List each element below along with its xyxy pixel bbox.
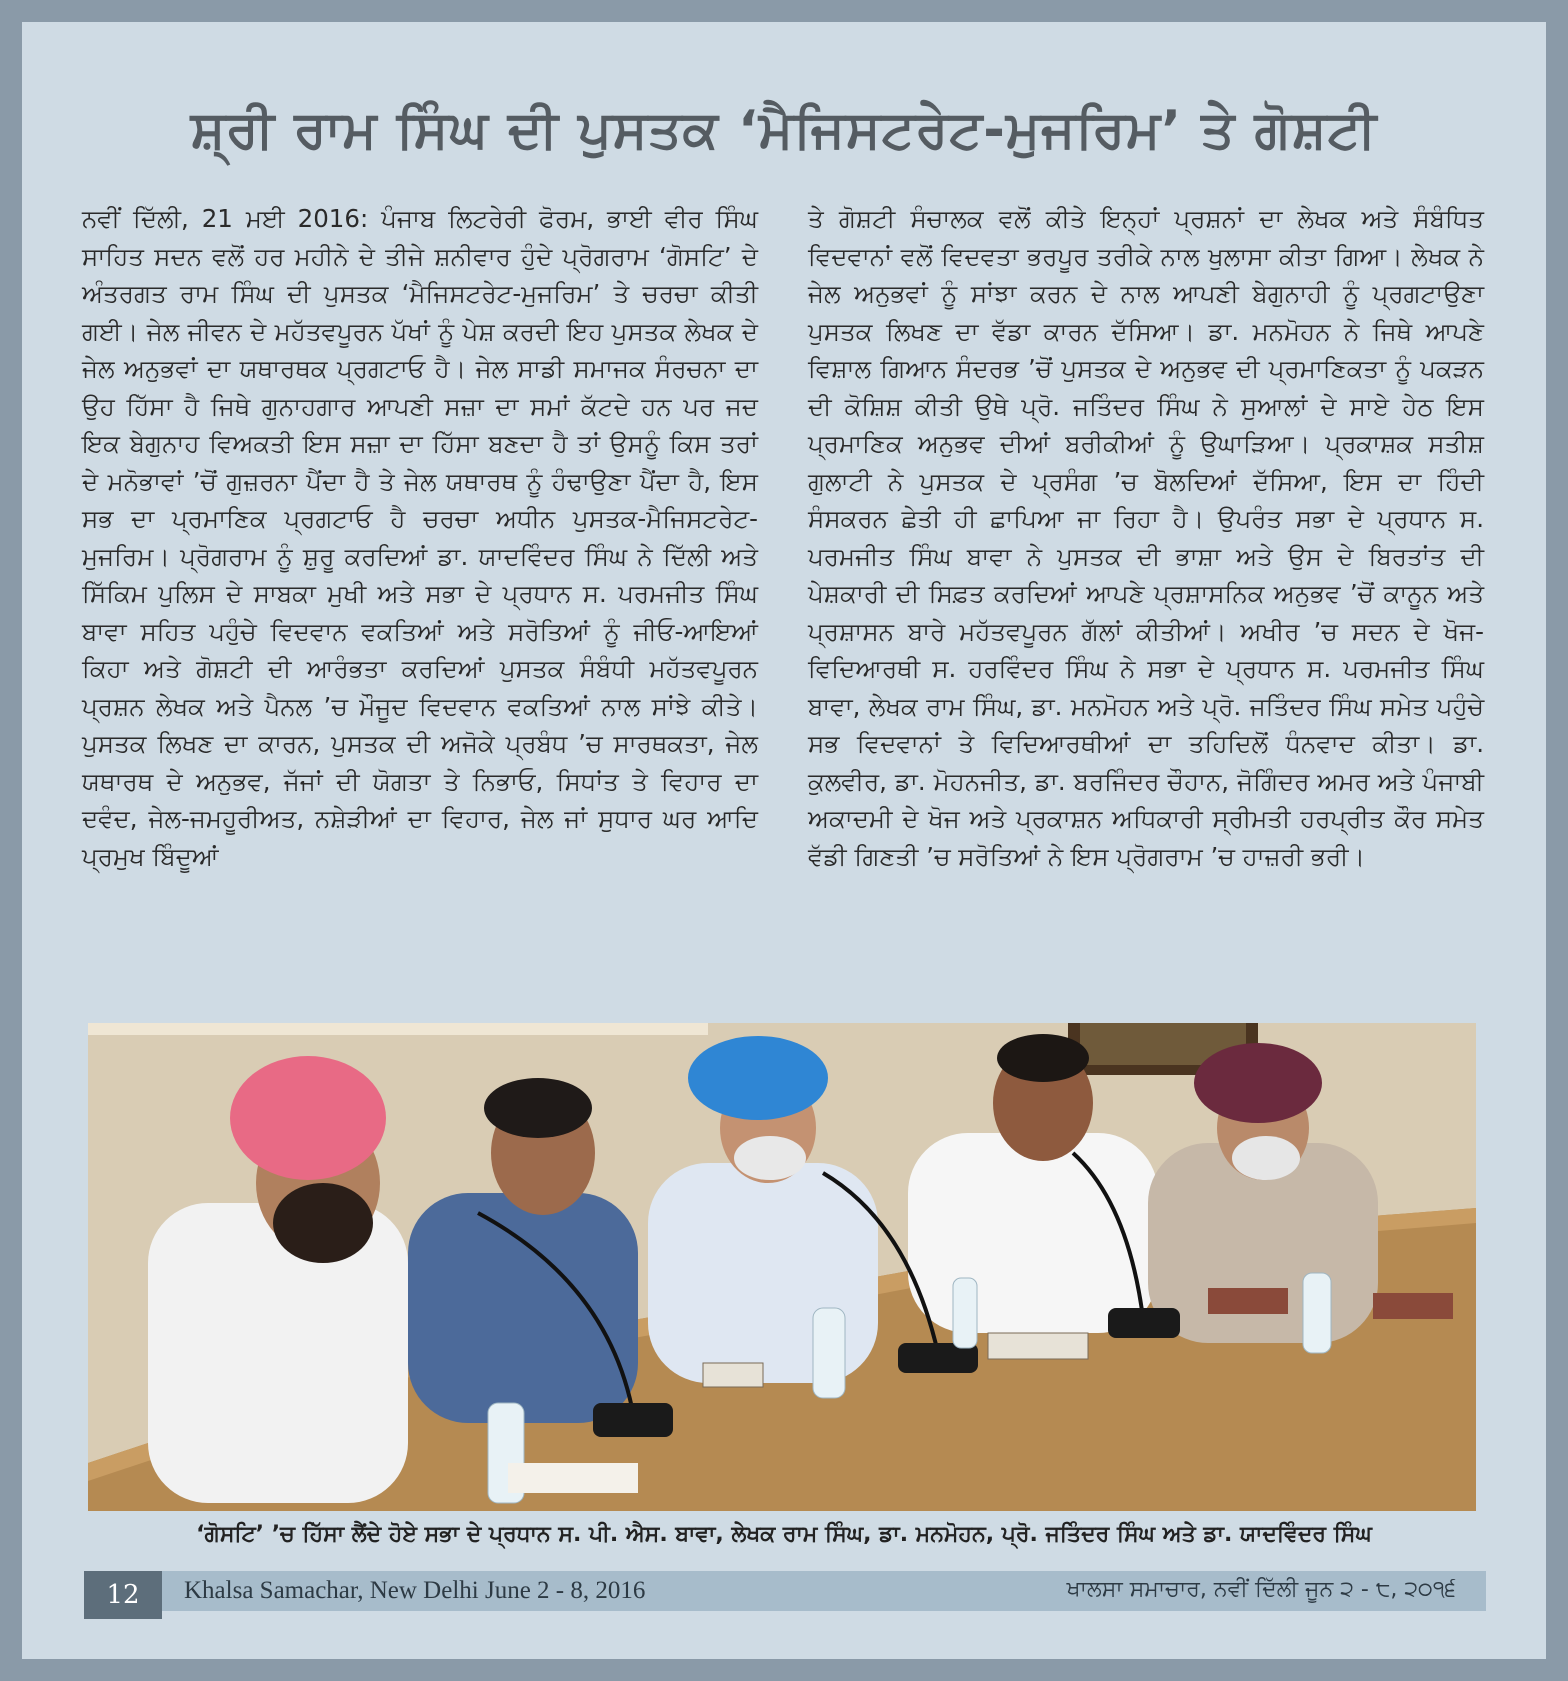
article-column-right: ਤੇ ਗੋਸ਼ਟੀ ਸੰਚਾਲਕ ਵਲੋਂ ਕੀਤੇ ਇਨ੍ਹਾਂ ਪ੍ਰਸ਼ਨਾਂ ਦਾ ਲੇਖਕ ਅਤੇ ਸੰਬੰਧਿਤ ਵਿਦਵਾਨਾਂ ਵਲੋਂ ਵਿਦਵਤਾ ਭਰਪੂਰ ਤਰੀਕੇ ਨਾਲ ਖੁਲਾਸਾ ਕੀਤਾ ਗਿਆ। ਲੇਖਕ ਨੇ ਜੇਲ ਅਨੁਭਵਾਂ ਨੂੰ ਸਾਂਝਾ ਕਰਨ ਦੇ ਨਾਲ ਆਪਣੀ ਬੇਗੁਨਾਹੀ ਨੂੰ ਪ੍ਰਗਟਾਉਣਾ ਪੁਸਤਕ ਲਿਖਣ ਦਾ ਵੱਡਾ ਕਾਰਨ ਦੱਸਿਆ। ਡਾ. ਮਨਮੋਹਨ ਨੇ ਜਿਥੇ ਆਪਣੇ ਵਿਸ਼ਾਲ ਗਿਆਨ ਸੰਦਰਭ ’ਚੋਂ ਪੁਸਤਕ ਦੇ ਅਨੁਭਵ ਦੀ ਪ੍ਰਮਾਣਿਕਤਾ ਨੂੰ ਪਕੜਨ ਦੀ ਕੋਸ਼ਿਸ਼ ਕੀਤੀ ਉਥੇ ਪ੍ਰੋ. ਜਤਿੰਦਰ ਸਿੰਘ ਨੇ ਸੁਆਲਾਂ ਦੇ ਸਾਏ ਹੇਠ ਇਸ ਪ੍ਰਮਾਣਿਕ ਅਨੁਭਵ ਦੀਆਂ ਬਰੀਕੀਆਂ ਨੂੰ ਉਘਾੜਿਆ। ਪ੍ਰਕਾਸ਼ਕ ਸਤੀਸ਼ ਗੁਲਾਟੀ ਨੇ ਪੁਸਤਕ ਦੇ ਪ੍ਰਸੰਗ ’ਚ ਬੋਲਦਿਆਂ ਦੱਸਿਆ, ਇਸ ਦਾ ਹਿੰਦੀ ਸੰਸਕਰਨ ਛੇਤੀ ਹੀ ਛਾਪਿਆ ਜਾ ਰਿਹਾ ਹੈ। ਉਪਰੰਤ ਸਭਾ ਦੇ ਪ੍ਰਧਾਨ ਸ. ਪਰਮਜੀਤ ਸਿੰਘ ਬਾਵਾ ਨੇ ਪੁਸਤਕ ਦੀ ਭਾਸ਼ਾ ਅਤੇ ਉਸ ਦੇ ਬਿਰਤਾਂਤ ਦੀ ਪੇਸ਼ਕਾਰੀ ਦੀ ਸਿਫ਼ਤ ਕਰਦਿਆਂ ਆਪਣੇ ਪ੍ਰਸ਼ਾਸਨਿਕ ਅਨੁਭਵ ’ਚੋਂ ਕਾਨੂਨ ਅਤੇ ਪ੍ਰਸ਼ਾਸਨ ਬਾਰੇ ਮਹੱਤਵਪੂਰਨ ਗੱਲਾਂ ਕੀਤੀਆਂ। ਅਖੀਰ ’ਚ ਸਦਨ ਦੇ ਖੋਜ-ਵਿਦਿਆਰਥੀ ਸ. ਹਰਵਿੰਦਰ ਸਿੰਘ ਨੇ ਸਭਾ ਦੇ ਪ੍ਰਧਾਨ ਸ. ਪਰਮਜੀਤ ਸਿੰਘ ਬਾਵਾ, ਲੇਖਕ ਰਾਮ ਸਿੰਘ, ਡਾ. ਮਨਮੋਹਨ ਅਤੇ ਪ੍ਰੋ. ਜਤਿੰਦਰ ਸਿੰਘ ਸਮੇਤ ਪਹੁੰਚੇ ਸਭ ਵਿਦਵਾਨਾਂ ਤੇ ਵਿਦਿਆਰਥੀਆਂ ਦਾ ਤਹਿਦਿਲੋਂ ਧੰਨਵਾਦ ਕੀਤਾ। ਡਾ. ਕੁਲਵੀਰ, ਡਾ. ਮੋਹਨਜੀਤ, ਡਾ. ਬਰਜਿੰਦਰ ਚੌਹਾਨ, ਜੋਗਿੰਦਰ ਅਮਰ ਅਤੇ ਪੰਜਾਬੀ ਅਕਾਦਮੀ ਦੇ ਖੋਜ ਅਤੇ ਪ੍ਰਕਾਸ਼ਨ ਅਧਿਕਾਰੀ ਸ੍ਰੀਮਤੀ ਹਰਪ੍ਰੀਤ ਕੌਰ ਸਮੇਤ ਵੱਡੀ ਗਿਣਤੀ ’ਚ ਸਰੋਤਿਆਂ ਨੇ ਇਸ ਪ੍ਰੋਗਰਾਮ ’ਚ ਹਾਜ਼ਰੀ ਭਰੀ।	[808, 204, 1484, 871]
event-photo	[88, 1023, 1476, 1511]
book	[703, 1363, 763, 1387]
publication-english: Khalsa Samachar, New Delhi June 2 - 8, 2016	[184, 1577, 646, 1604]
photo-caption: ‘ਗੋਸਟਿ’ ’ਚ ਹਿੱਸਾ ਲੈਂਦੇ ਹੋਏ ਸਭਾ ਦੇ ਪ੍ਰਧਾਨ ਸ. ਪੀ. ਐਸ. ਬਾਵਾ, ਲੇਖਕ ਰਾਮ ਸਿੰਘ, ਡਾ. ਮਨਮੋਹਨ, ਪ੍ਰੋ. ਜਤਿੰਦਰ ਸਿੰਘ ਅਤੇ ਡਾ. ਯਾਦਵਿੰਦਰ ਸਿੰਘ	[196, 1522, 1372, 1547]
article-column-left: ਨਵੀਂ ਦਿੱਲੀ, 21 ਮਈ 2016: ਪੰਜਾਬ ਲਿਟਰੇਰੀ ਫੋਰਮ, ਭਾਈ ਵੀਰ ਸਿੰਘ ਸਾਹਿਤ ਸਦਨ ਵਲੋਂ ਹਰ ਮਹੀਨੇ ਦੇ ਤੀਜੇ ਸ਼ਨੀਵਾਰ ਹੁੰਦੇ ਪ੍ਰੋਗਰਾਮ ‘ਗੋਸਟਿ’ ਦੇ ਅੰਤਰਗਤ ਰਾਮ ਸਿੰਘ ਦੀ ਪੁਸਤਕ ‘ਮੈਜਿਸਟਰੇਟ-ਮੁਜਰਿਮ’ ਤੇ ਚਰਚਾ ਕੀਤੀ ਗਈ। ਜੇਲ ਜੀਵਨ ਦੇ ਮਹੱਤਵਪੂਰਨ ਪੱਖਾਂ ਨੂੰ ਪੇਸ਼ ਕਰਦੀ ਇਹ ਪੁਸਤਕ ਲੇਖਕ ਦੇ ਜੇਲ ਅਨੁਭਵਾਂ ਦਾ ਯਥਾਰਥਕ ਪ੍ਰਗਟਾਓ ਹੈ। ਜੇਲ ਸਾਡੀ ਸਮਾਜਕ ਸੰਰਚਨਾ ਦਾ ਉਹ ਹਿੱਸਾ ਹੈ ਜਿਥੇ ਗੁਨਾਹਗਾਰ ਆਪਣੀ ਸਜ਼ਾ ਦਾ ਸਮਾਂ ਕੱਟਦੇ ਹਨ ਪਰ ਜਦ ਇਕ ਬੇਗੁਨਾਹ ਵਿਅਕਤੀ ਇਸ ਸਜ਼ਾ ਦਾ ਹਿੱਸਾ ਬਣਦਾ ਹੈ ਤਾਂ ਉਸਨੂੰ ਕਿਸ ਤਰਾਂ ਦੇ ਮਨੋਭਾਵਾਂ ’ਚੋਂ ਗੁਜ਼ਰਨਾ ਪੈਂਦਾ ਹੈ ਤੇ ਜੇਲ ਯਥਾਰਥ ਨੂੰ ਹੰਢਾਉਣਾ ਪੈਂਦਾ ਹੈ, ਇਸ ਸਭ ਦਾ ਪ੍ਰਮਾਣਿਕ ਪ੍ਰਗਟਾਓ ਹੈ ਚਰਚਾ ਅਧੀਨ ਪੁਸਤਕ-ਮੈਜਿਸਟਰੇਟ-ਮੁਜਰਿਮ। ਪ੍ਰੋਗਰਾਮ ਨੂੰ ਸ਼ੁਰੂ ਕਰਦਿਆਂ ਡਾ. ਯਾਦਵਿੰਦਰ ਸਿੰਘ ਨੇ ਦਿੱਲੀ ਅਤੇ ਸਿੱਕਿਮ ਪੁਲਿਸ ਦੇ ਸਾਬਕਾ ਮੁਖੀ ਅਤੇ ਸਭਾ ਦੇ ਪ੍ਰਧਾਨ ਸ. ਪਰਮਜੀਤ ਸਿੰਘ ਬਾਵਾ ਸਹਿਤ ਪਹੁੰਚੇ ਵਿਦਵਾਨ ਵਕਤਿਆਂ ਅਤੇ ਸਰੋਤਿਆਂ ਨੂੰ ਜੀਓ-ਆਇਆਂ ਕਿਹਾ ਅਤੇ ਗੋਸ਼ਟੀ ਦੀ ਆਰੰਭਤਾ ਕਰਦਿਆਂ ਪੁਸਤਕ ਸੰਬੰਧੀ ਮਹੱਤਵਪੂਰਨ ਪ੍ਰਸ਼ਨ ਲੇਖਕ ਅਤੇ ਪੈਨਲ ’ਚ ਮੌਜੂਦ ਵਿਦਵਾਨ ਵਕਤਿਆਂ ਨਾਲ ਸਾਂਝੇ ਕੀਤੇ। ਪੁਸਤਕ ਲਿਖਣ ਦਾ ਕਾਰਨ, ਪੁਸਤਕ ਦੀ ਅਜੋਕੇ ਪ੍ਰਬੰਧ ’ਚ ਸਾਰਥਕਤਾ, ਜੇਲ ਯਥਾਰਥ ਦੇ ਅਨੁਭਵ, ਜੱਜਾਂ ਦੀ ਯੋਗਤਾ ਤੇ ਨਿਭਾਓ, ਸਿਧਾਂਤ ਤੇ ਵਿਹਾਰ ਦਾ ਦਵੰਦ, ਜੇਲ-ਜਮਹੂਰੀਅਤ, ਨਸ਼ੇੜੀਆਂ ਦਾ ਵਿਹਾਰ, ਜੇਲ ਜਾਂ ਸੁਧਾਰ ਘਰ ਆਦਿ ਪ੍ਰਮੁਖ ਬਿੰਦੂਆਂ	[82, 204, 758, 871]
article-title: ਸ਼੍ਰੀ ਰਾਮ ਸਿੰਘ ਦੀ ਪੁਸਤਕ ‘ਮੈਜਿਸਟਰੇਟ-ਮੁਜਰਿਮ’ ਤੇ ਗੋਸ਼ਟੀ	[190, 100, 1378, 160]
publication-punjabi: ਖਾਲਸਾ ਸਮਾਚਾਰ, ਨਵੀਂ ਦਿੱਲੀ ਜੂਨ ੨ - ੮, ੨੦੧੬	[1066, 1577, 1456, 1602]
newspaper-page	[22, 22, 1546, 1659]
page-number: 12	[84, 1571, 162, 1619]
page-footer	[84, 1571, 1486, 1611]
